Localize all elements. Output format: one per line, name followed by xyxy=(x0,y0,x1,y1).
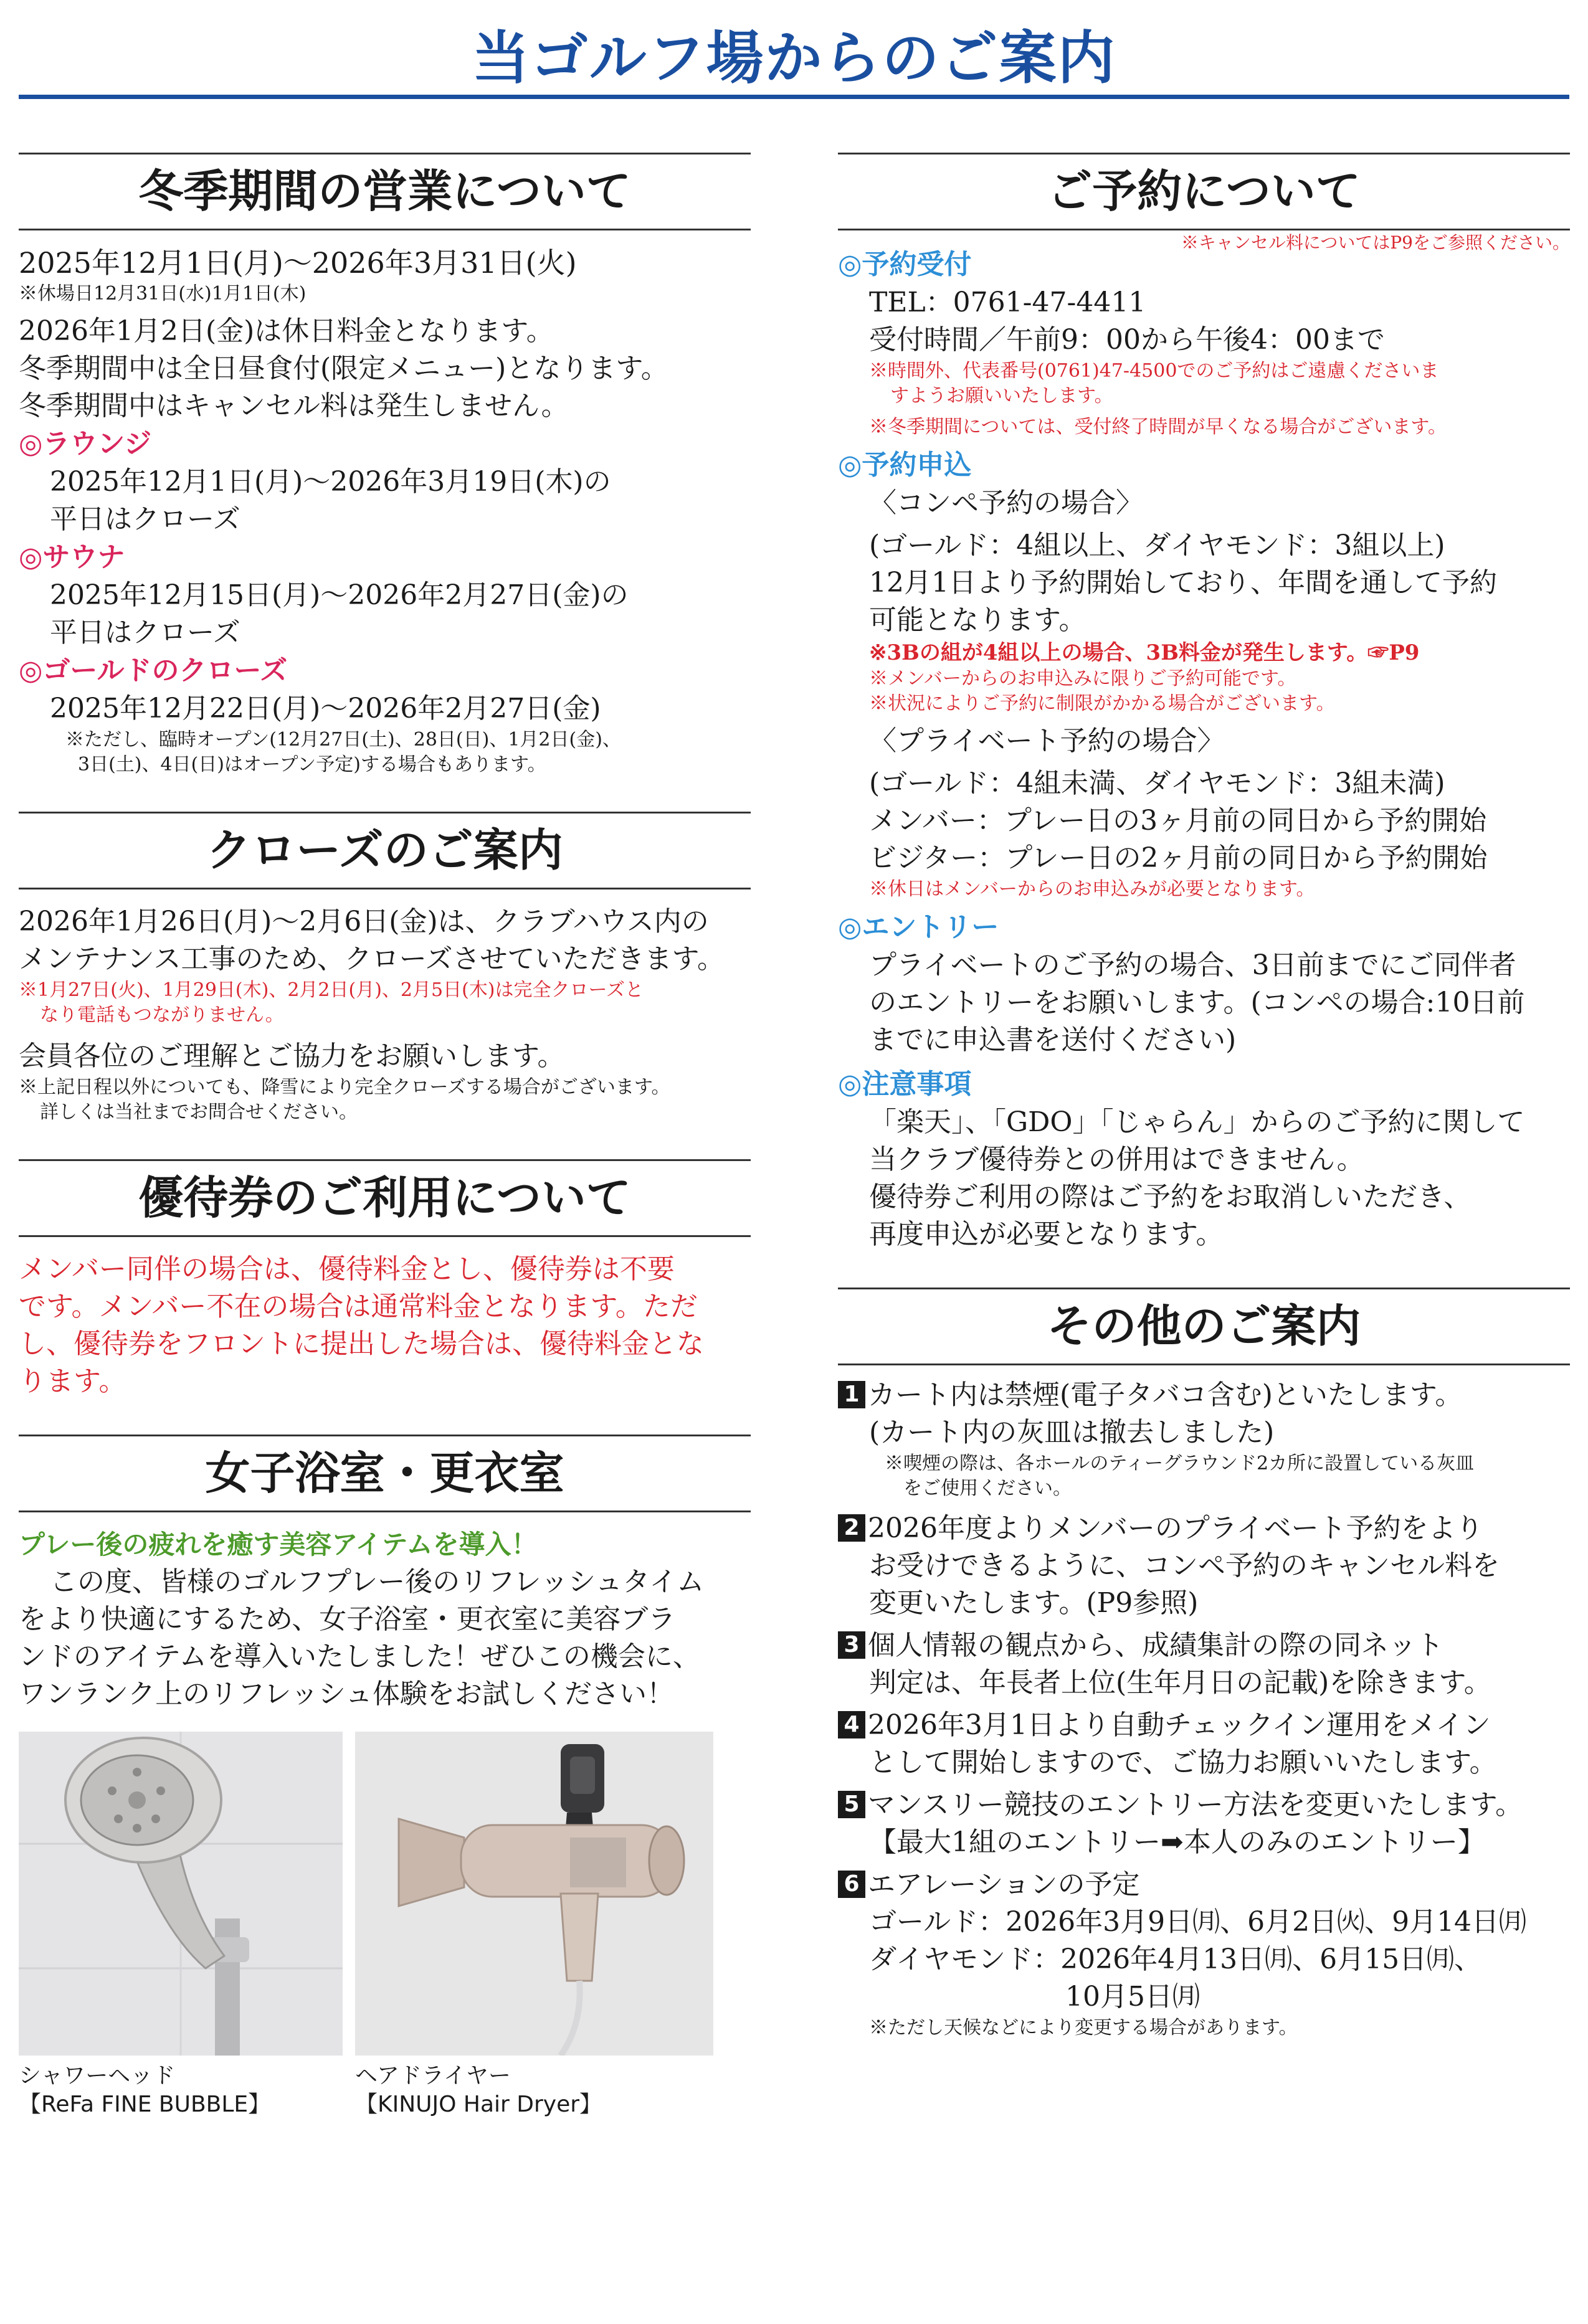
gold-close-note-2: 3日(土)、4日(日)はオープン予定)する場合もあります。 xyxy=(78,754,546,775)
reserve-note-2: すようお願いいたします。 xyxy=(890,385,1113,407)
compe-heading: 〈コンペ予約の場合〉 xyxy=(869,487,1143,519)
other-item-3-line-2: 判定は、年長者上位(生年月日の記載)を除きます。 xyxy=(869,1667,1491,1699)
private-heading: 〈プライベート予約の場合〉 xyxy=(869,725,1225,757)
lounge-line-1: 2025年12月1日(月)〜2026年3月19日(木)の xyxy=(50,466,611,498)
other-item-6-line-2: ゴールド：2026年3月9日㈪、6月2日㈫、9月14日㈪ xyxy=(869,1906,1527,1938)
shower-head-caption-type: シャワーヘッド xyxy=(19,2063,176,2089)
page-title: 当ゴルフ場からのご案内 xyxy=(472,25,1116,92)
other-section xyxy=(838,1288,1570,2041)
hair-dryer-caption xyxy=(355,2062,602,2119)
left-column xyxy=(19,153,751,2117)
other-item-4 xyxy=(838,1707,1570,1781)
number-badge-4: 4 xyxy=(838,1711,865,1738)
other-item-5 xyxy=(838,1786,1570,1861)
compe-note-2: ※状況によりご予約に制限がかかる場合がございます。 xyxy=(869,693,1335,714)
other-item-1-line-2: (カート内の灰皿は撤去しました) xyxy=(869,1416,1275,1448)
sauna-heading: ◎サウナ xyxy=(19,541,125,573)
other-item-5-line-1: マンスリー競技のエントリー方法を変更いたします。 xyxy=(868,1789,1523,1821)
right-column xyxy=(838,153,1570,2041)
winter-section xyxy=(19,153,751,777)
product-photos xyxy=(19,1732,751,2117)
reserve-heading: ご予約について xyxy=(838,153,1570,230)
other-item-1 xyxy=(838,1377,1570,1501)
reserve-cancel-note: ※キャンセル料についてはP9をご参照ください。 xyxy=(1181,232,1570,253)
bath-line-3: ンドのアイテムを導入いたしました！ぜひこの機会に、 xyxy=(19,1641,700,1672)
compe-note-1: ※メンバーからのお申込みに限りご予約可能です。 xyxy=(869,668,1296,690)
number-badge-6: 6 xyxy=(838,1871,865,1898)
other-item-2-line-2: お受けできるように、コンペ予約のキャンセル料を xyxy=(869,1550,1500,1582)
other-item-3 xyxy=(838,1627,1570,1702)
other-item-6-line-3: ダイヤモンド：2026年4月13日㈪、6月15日㈪、 xyxy=(869,1943,1482,1975)
winter-line-2: 冬季期間中は全日昼食付(限定メニュー)となります。 xyxy=(19,353,668,384)
compe-3b-notice: ※3Bの組が4組以上の場合、3B料金が発生します。☞P9 xyxy=(869,640,1420,665)
close-section xyxy=(19,812,751,1125)
close-line-3: 会員各位のご理解とご協力をお願いします。 xyxy=(19,1040,565,1072)
other-item-1-note-1: ※喫煙の際は、各ホールのティーグラウンド2カ所に設置している灰皿 xyxy=(885,1453,1475,1474)
close-note-1: ※1月27日(火)、1月29日(木)、2月2日(月)、2月5日(木)は完全クローズと xyxy=(19,979,644,1001)
voucher-section xyxy=(19,1159,751,1400)
other-item-5-line-2: 【最大1組のエントリー➡本人のみのエントリー】 xyxy=(869,1826,1485,1858)
bath-heading: 女子浴室・更衣室 xyxy=(19,1435,751,1512)
close-line-1: 2026年1月26日(月)〜2月6日(金)は、クラブハウス内の xyxy=(19,906,709,937)
reserve-note-3: ※冬季期間については、受付終了時間が早くなる場合がございます。 xyxy=(869,416,1447,438)
bath-lead: プレー後の疲れを癒す美容アイテムを導入！ xyxy=(19,1529,538,1560)
hair-dryer-caption-brand: 【KINUJO Hair Dryer】 xyxy=(355,2092,602,2117)
compe-line-1: (ゴールド：4組以上、ダイヤモンド：3組以上) xyxy=(869,529,1445,561)
caution-line-2: 当クラブ優待券との併用はできません。 xyxy=(869,1144,1364,1175)
winter-period: 2025年12月1日(月)〜2026年3月31日(火) xyxy=(19,246,577,280)
caution-line-1: 「楽天」、「GDO」「じゃらん」からのご予約に関して xyxy=(869,1106,1525,1138)
entry-line-2: のエントリーをお願いします。(コンペの場合:10日前 xyxy=(869,987,1525,1018)
voucher-line-4: ります。 xyxy=(19,1365,126,1397)
voucher-heading: 優待券のご利用について xyxy=(19,1159,751,1237)
other-item-1-note-2: をご使用ください。 xyxy=(903,1477,1072,1499)
number-badge-1: 1 xyxy=(838,1381,865,1408)
close-note-4: 詳しくは当社までお問合せください。 xyxy=(40,1101,358,1123)
winter-line-1: 2026年1月2日(金)は休日料金となります。 xyxy=(19,315,554,347)
entry-line-3: までに申込書を送付ください) xyxy=(869,1024,1237,1056)
other-item-2 xyxy=(838,1510,1570,1622)
private-line-1: (ゴールド：4組未満、ダイヤモンド：3組未満) xyxy=(869,767,1445,799)
compe-line-2: 12月1日より予約開始しており、年間を通して予約 xyxy=(869,567,1497,599)
entry-line-1: プライベートのご予約の場合、3日前までにご同伴者 xyxy=(869,949,1516,981)
shower-head-illustration xyxy=(19,1732,343,2056)
reserve-apply-heading: ◎予約申込 xyxy=(838,449,972,481)
caution-heading: ◎注意事項 xyxy=(838,1068,972,1100)
number-badge-3: 3 xyxy=(838,1631,865,1659)
title-divider xyxy=(19,95,1569,99)
other-item-4-line-2: として開始しますので、ご協力お願いいたします。 xyxy=(869,1747,1497,1778)
voucher-line-2: です。メンバー不在の場合は通常料金となります。ただ xyxy=(19,1291,698,1322)
gold-close-heading: ◎ゴールドのクローズ xyxy=(19,655,288,686)
winter-holiday-note: ※休場日12月31日(水)1月1日(木) xyxy=(19,283,307,305)
bath-line-4: ワンランク上のリフレッシュ体験をお試しください！ xyxy=(19,1678,675,1710)
shower-head-photo xyxy=(19,1732,343,2056)
other-item-3-line-1: 個人情報の観点から、成績集計の際の同ネット xyxy=(868,1629,1443,1661)
winter-heading: 冬季期間の営業について xyxy=(19,153,751,230)
shower-head-caption-brand: 【ReFa FINE BUBBLE】 xyxy=(19,2092,271,2117)
other-item-2-line-1: 2026年度よりメンバーのプライベート予約をより xyxy=(868,1512,1483,1544)
other-heading: その他のご案内 xyxy=(838,1288,1570,1365)
other-item-6-line-4: 10月5日㈪ xyxy=(1065,1981,1200,2013)
hair-dryer-photo xyxy=(355,1732,713,2056)
bath-section xyxy=(19,1435,751,2117)
bath-line-2: をより快適にするため、女子浴室・更衣室に美容ブラ xyxy=(19,1603,676,1635)
close-note-3: ※上記日程以外についても、降雪により完全クローズする場合がございます。 xyxy=(19,1076,670,1098)
caution-line-3: 優待券ご利用の際はご予約をお取消しいただき、 xyxy=(869,1181,1472,1213)
compe-line-3: 可能となります。 xyxy=(869,604,1086,636)
voucher-line-3: し、優待券をフロントに提出した場合は、優待料金とな xyxy=(19,1328,704,1360)
private-line-2: メンバー：プレー日の3ヶ月前の同日から予約開始 xyxy=(869,805,1487,837)
caution-line-4: 再度申込が必要となります。 xyxy=(869,1218,1224,1250)
other-item-6-line-1: エアレーションの予定 xyxy=(868,1869,1140,1900)
close-line-2: メンテナンス工事のため、クローズさせていただきます。 xyxy=(19,943,725,975)
close-note-2: なり電話もつながりません。 xyxy=(40,1004,284,1026)
sauna-line-2: 平日はクローズ xyxy=(50,617,240,648)
other-item-2-line-3: 変更いたします。(P9参照) xyxy=(869,1587,1199,1619)
other-item-4-line-1: 2026年3月1日より自動チェックイン運用をメイン xyxy=(868,1709,1491,1741)
other-item-1-line-1: カート内は禁煙(電子タバコ含む)といたします。 xyxy=(868,1379,1463,1411)
hair-dryer-illustration xyxy=(355,1732,713,2056)
entry-heading: ◎エントリー xyxy=(838,911,999,943)
shower-head-caption xyxy=(19,2062,270,2119)
reserve-section xyxy=(838,153,1570,1253)
reserve-note-1: ※時間外、代表番号(0761)47-4500でのご予約はご遠慮くださいま xyxy=(869,360,1439,382)
number-badge-5: 5 xyxy=(838,1791,865,1818)
gold-close-line-1: 2025年12月22日(月)〜2026年2月27日(金) xyxy=(50,693,601,724)
number-badge-2: 2 xyxy=(838,1514,865,1542)
reserve-tel: TEL：0761-47-4411 xyxy=(869,287,1146,318)
close-heading: クローズのご案内 xyxy=(19,812,751,889)
reserve-hours: 受付時間／午前9：00から午後4：00まで xyxy=(869,324,1385,356)
hair-dryer-caption-type: ヘアドライヤー xyxy=(355,2063,511,2089)
voucher-line-1: メンバー同伴の場合は、優待料金とし、優待券は不要 xyxy=(19,1253,675,1285)
winter-line-3: 冬季期間中はキャンセル料は発生しません。 xyxy=(19,390,569,422)
other-item-6-note-1: ※ただし天候などにより変更する場合があります。 xyxy=(869,2017,1298,2039)
reserve-receive-heading: ◎予約受付 xyxy=(838,249,972,280)
lounge-line-2: 平日はクローズ xyxy=(50,503,240,535)
other-item-6 xyxy=(838,1866,1570,2041)
private-note-1: ※休日はメンバーからのお申込みが必要となります。 xyxy=(869,878,1315,900)
bath-line-1: この度、皆様のゴルフプレー後のリフレッシュタイム xyxy=(50,1566,705,1598)
private-line-3: ビジター：プレー日の2ヶ月前の同日から予約開始 xyxy=(869,842,1488,874)
sauna-line-1: 2025年12月15日(月)〜2026年2月27日(金)の xyxy=(50,579,629,611)
gold-close-note-1: ※ただし、臨時オープン(12月27日(土)、28日(日)、1月2日(金)、 xyxy=(65,729,621,751)
lounge-heading: ◎ラウンジ xyxy=(19,428,152,460)
